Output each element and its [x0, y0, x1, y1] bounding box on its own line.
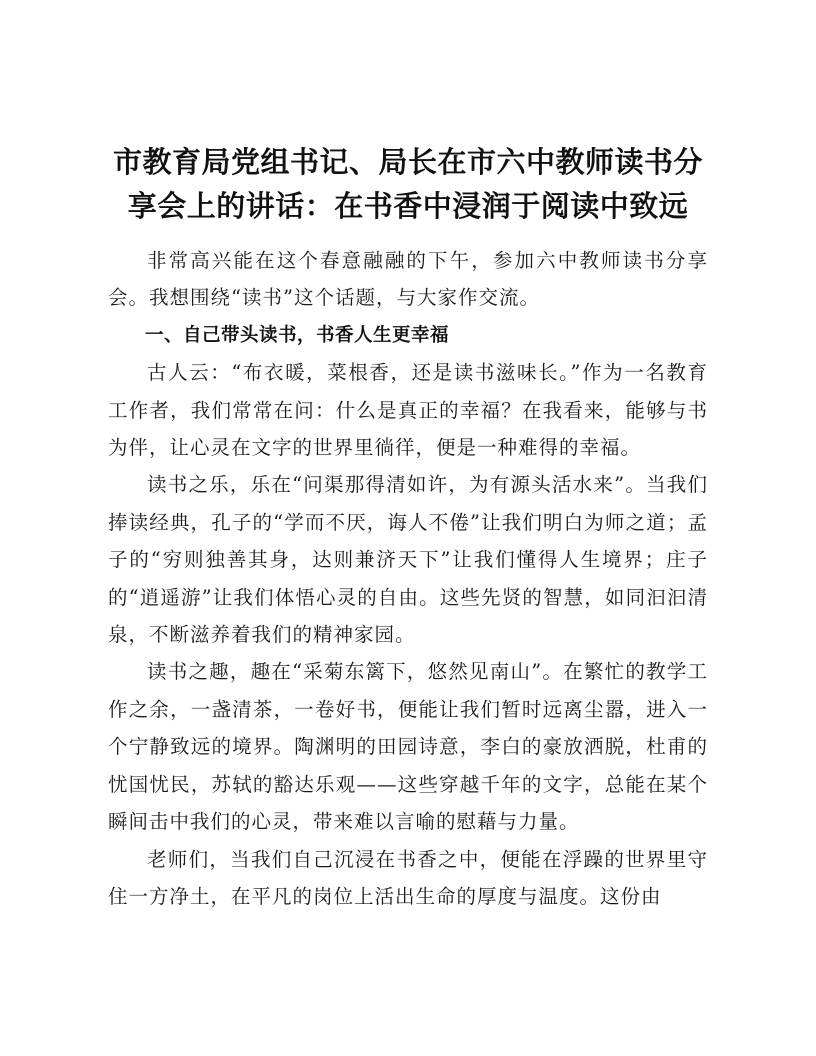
document-body [108, 242, 708, 915]
paragraph-joy-of-reading: 读书之乐，乐在“问渠那得清如许，为有源头活水来”。当我们捧读经典，孔子的“学而不厌，诲人不倦”让我们明白为师之道；孟子的“穷则独善其身，达则兼济天下”让我们懂得人生境界；庄子的“逍遥游”让我们体悟心灵的自由。这些先贤的智慧，如同汩汩清泉，不断滋养着我们的精神家园。 [108, 473, 708, 647]
paragraph-teachers: 老师们，当我们自己沉浸在书香之中，便能在浮躁的世界里守住一方净土，在平凡的岗位上活出生命的厚度与温度。这份由 [108, 847, 708, 908]
paragraph-fun-of-reading: 读书之趣，趣在“采菊东篱下，悠然见南山”。在繁忙的教学工作之余，一盏清茶，一卷好书，便能让我们暂时远离尘嚣，进入一个宁静致远的境界。陶渊明的田园诗意，李白的豪放洒脱，杜甫的忧国忧民，苏轼的豁达乐观——这些穿越千年的文字，总能在某个瞬间击中我们的心灵，带来难以言喻的慰藉与力量。 [108, 660, 708, 834]
section-heading: 一、自己带头读书，书香人生更幸福 [145, 324, 450, 346]
paragraph-opening: 非常高兴能在这个春意融融的下午，参加六中教师读书分享会。我想围绕“读书”这个话题，与大家作交流。 [108, 249, 708, 310]
document-title: 市教育局党组书记、局长在市六中教师读书分享会上的讲话：在书香中浸润于阅读中致远 [112, 145, 703, 223]
paragraph-happiness: 古人云：“布衣暖，菜根香，还是读书滋味长。”作为一名教育工作者，我们常常在问：什么是真正的幸福？在我看来，能够与书为伴，让心灵在文字的世界里徜徉，便是一种难得的幸福。 [108, 361, 708, 460]
